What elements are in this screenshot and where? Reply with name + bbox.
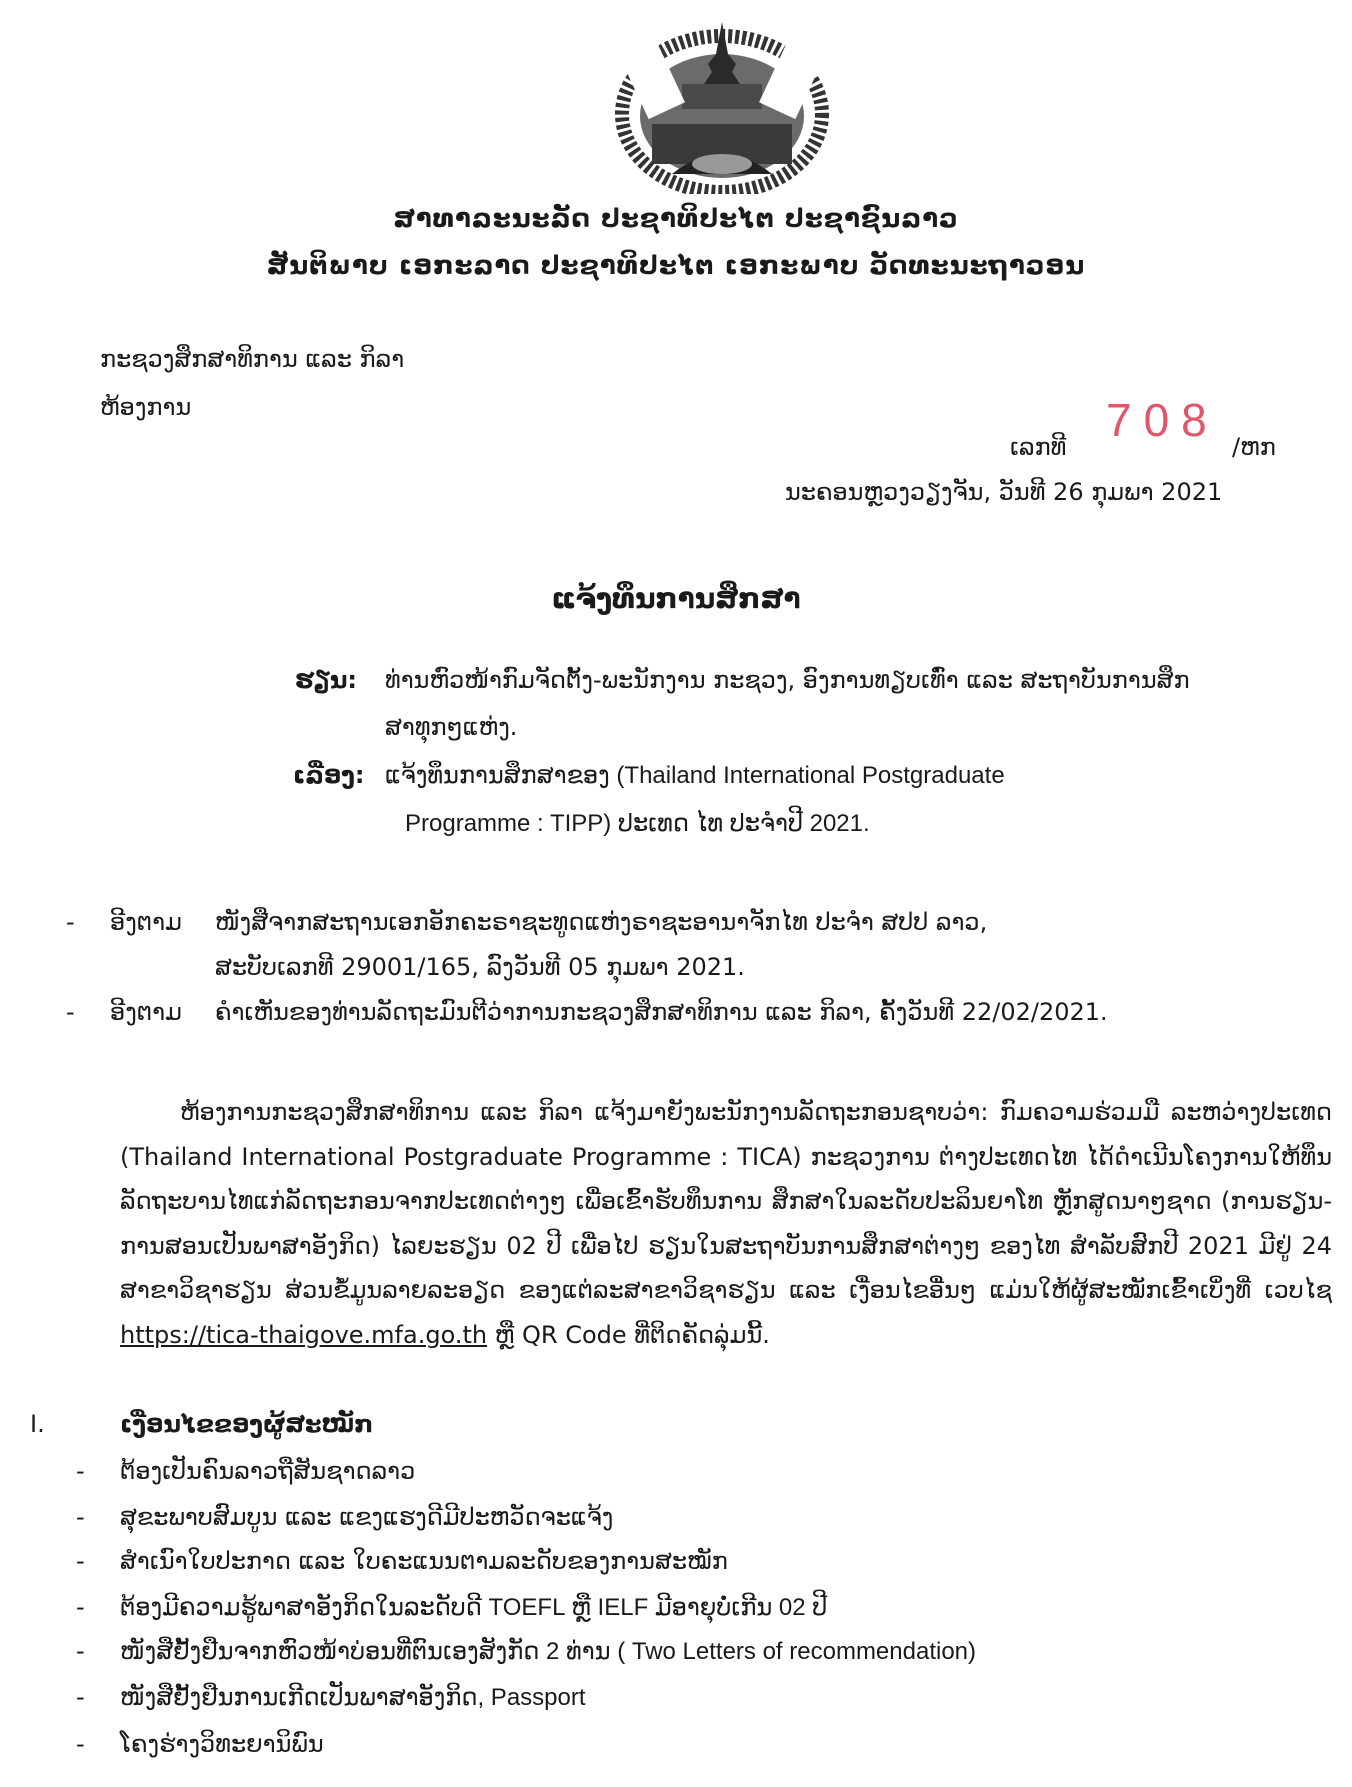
bullet-dash: - (76, 1457, 85, 1485)
section-numeral: I. (30, 1410, 45, 1438)
subject-label: ເລື່ອງ: (293, 761, 365, 789)
sender-ministry: ກະຊວງສຶກສາທິການ ແລະ ກິລາ (100, 345, 405, 373)
subject-line-2: Programme : TIPP) ປະເທດ ໄທ ປະຈຳປີ 2021. (405, 810, 870, 837)
country-name-line: ສາທາລະນະລັດ ປະຊາທິປະໄຕ ປະຊາຊົນລາວ (393, 204, 959, 234)
list-item: ໂຄງຮ່າງວິທະຍານິພົນ (120, 1730, 324, 1758)
recipient-line-1: ທ່ານຫົວໜ້າກົມຈັດຕັ້ງ-ພະນັກງານ ກະຊວງ, ອົງການທຽບເທົ່າ ແລະ ສະຖາບັນການສຶກ (385, 666, 1190, 694)
recipient-line-2: ສາທຸກໆແຫ່ງ. (385, 713, 518, 741)
reference-label: ອີງຕາມ (110, 908, 182, 936)
place-and-date: ນະຄອນຫຼວງວຽງຈັນ, ວັນທີ 26 ກຸມພາ 2021 (785, 478, 1223, 506)
list-item: ຕ້ອງມີຄວາມຮູ້ພາສາອັງກິດໃນລະດັບດີ TOEFL ຫຼື IELF ມີອາຍຸບໍ່ເກີນ 02 ປີ (120, 1594, 828, 1621)
body-paragraph (120, 1090, 1332, 1357)
tica-website-link[interactable]: https://tica-thaigove.mfa.go.th (120, 1320, 488, 1349)
reference-dash: - (66, 908, 75, 936)
list-item: ສຸຂະພາບສົມບູນ ແລະ ແຂງແຮງດີມີປະຫວັດຈະແຈ້ງ (120, 1503, 614, 1531)
section-heading: ເງື່ອນໄຂຂອງຜູ້ສະໝັກ (120, 1410, 374, 1438)
bullet-dash: - (76, 1683, 85, 1711)
reference-dash: - (66, 998, 75, 1026)
sender-office: ຫ້ອງການ (100, 393, 192, 421)
reference-number-suffix: /ຫກ (1232, 433, 1276, 461)
list-item: ສຳເນົາໃບປະກາດ ແລະ ໃບຄະແນນຕາມລະດັບຂອງການສະໝັກ (120, 1547, 728, 1575)
reference-line: ໜັງສືຈາກສະຖານເອກອັກຄະຣາຊະທູດແຫ່ງຣາຊະອານາຈັກໄທ ປະຈຳ ສປປ ລາວ, (215, 908, 988, 936)
reference-label: ອີງຕາມ (110, 998, 182, 1026)
bullet-dash: - (76, 1503, 85, 1531)
body-text-end: ຫຼື QR Code ທີ່ຕິດຄັດລຸ່ມນີ້. (494, 1320, 770, 1349)
reference-number-label: ເລກທີ (1010, 433, 1067, 461)
reference-line: ຄຳເຫັນຂອງທ່ານລັດຖະມົນຕີວ່າການກະຊວງສຶກສາທິການ ແລະ ກິລາ, ຄັ້ງວັນທີ 22/02/2021. (215, 998, 1108, 1026)
bullet-dash: - (76, 1730, 85, 1758)
reference-number-stamp: 708 (1106, 394, 1219, 446)
bullet-dash: - (76, 1547, 85, 1575)
list-item: ຕ້ອງເປັນຄົນລາວຖືສັນຊາດລາວ (120, 1457, 416, 1485)
document-title: ແຈ້ງທຶນການສຶກສາ (551, 582, 801, 615)
national-motto-line: ສັນຕິພາບ ເອກະລາດ ປະຊາທິປະໄຕ ເອກະພາບ ວັດທະນະຖາວອນ (266, 251, 1086, 281)
list-item: ໜັງສືຢັ້ງຢືນການເກີດເປັນພາສາອັງກິດ, Passport (120, 1684, 586, 1711)
recipient-label: ຮຽນ: (295, 666, 358, 694)
subject-line-1: ແຈ້ງທຶນການສຶກສາຂອງ (Thailand International Postgraduate (385, 762, 1005, 789)
bullet-dash: - (76, 1637, 85, 1665)
lao-national-emblem-icon (612, 14, 832, 194)
body-text: ຫ້ອງການກະຊວງສຶກສາທິການ ແລະ ກິລາ ແຈ້ງມາຍັງພະນັກງານລັດຖະກອນຊາບວ່າ: ກົມຄວາມຮ່ວມມື ລະຫວ່າງປະເທດ (Thailand International Postgraduate Programme : TICA) ກະຊວງການ ຕ່າງປະເທດໄທ ໄດ້ດຳເນີນໂຄງການໃຫ້ທຶນລັດຖະບານໄທແກ່ລັດຖະກອນຈາກປະເທດຕ່າງໆ ເພື່ອເຂົ້າຮັບທຶນການ ສຶກສາໃນລະດັບປະລິນຍາໂທ ຫຼັກສູດນາໆຊາດ (ການຮຽນ-ການສອນເປັນພາສາອັງກິດ) ໄລຍະຮຽນ 02 ປີ ເພື່ອໄປ ຮຽນໃນສະຖາບັນການສຶກສາຕ່າງໆ ຂອງໄທ ສຳລັບສົກປີ 2021 ມີຢູ່ 24 ສາຂາວິຊາຮຽນ ສ່ວນຂໍ້ມູນລາຍລະອຽດ ຂອງແຕ່ລະສາຂາວິຊາຮຽນ ແລະ ເງື່ອນໄຂອື່ນໆ ແມ່ນໃຫ້ຜູ້ສະໝັກເຂົ້າເບິ່ງທີ່ ເວບໄຊ (120, 1098, 1332, 1304)
reference-line: ສະບັບເລກທີ 29001/165, ລົງວັນທີ 05 ກຸມພາ 2021. (215, 953, 745, 981)
list-item: ໜັງສືຢັ້ງຢືນຈາກຫົວໜ້າບ່ອນທີ່ຕົນເອງສັງກັດ 2 ທ່ານ ( Two Letters of recommendation) (120, 1638, 977, 1665)
bullet-dash: - (76, 1593, 85, 1621)
